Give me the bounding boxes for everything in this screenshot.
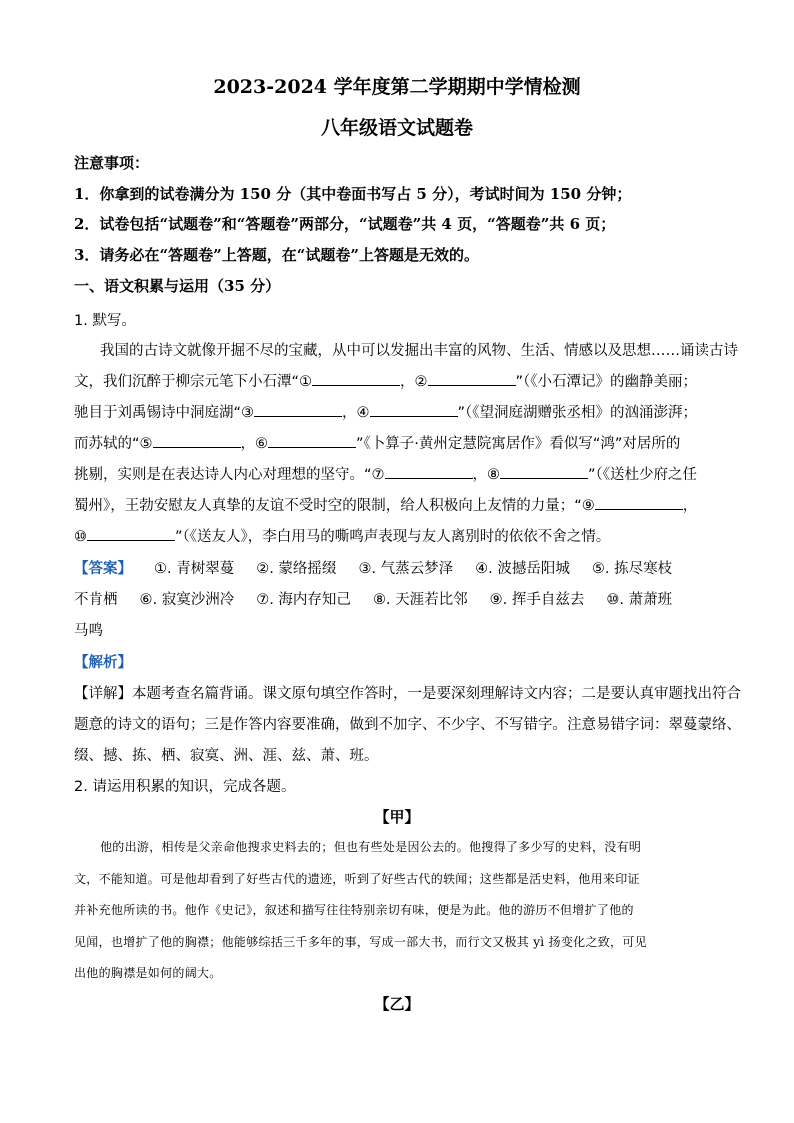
section-heading: 一、语文积累与运用（35 分） [74,277,281,295]
passage-line: 出他的胸襟是如何的阔大。 [74,966,222,980]
q1-text: ，② [400,374,428,390]
q1-text: ”（《望洞庭湖赠张丞相》的汹涌澎湃； [457,405,698,421]
note-item-3: 3．请务必在“答题卷”上答题，在“试题卷”上答题是无效的。 [74,246,479,264]
detail-tag: 【详解】 [74,686,132,702]
answer-item: 不肯栖 [74,592,118,608]
question-1-label: 1. 默写。 [74,313,136,329]
passage-line: 并补充他所读的书。他作《史记》，叙述和描写往往特别亲切有味，便是为此。他的游历不但增扩了他的 [74,903,634,917]
passage-jia-heading: 【甲】 [374,808,420,826]
answer-item: ⑦. 海内存知己 [256,592,351,608]
q1-text: ⑩ [74,529,87,545]
answer-item: ⑤. 拣尽寒枝 [591,561,673,577]
q1-text: ”（《小石潭记》的幽静美丽； [515,374,698,390]
analysis-tag: 【解析】 [74,655,132,671]
q1-text: 蜀州》，王勃安慰友人真挚的友谊不受时空的限制，给人积极向上友情的力量；“⑨ [74,498,595,514]
answer-blank-1[interactable] [312,371,400,386]
passage-line: 他的出游，相传是父亲命他搜求史料去的；但也有些处是因公去的。他搜得了多少写的史料，没有明 [100,840,642,854]
q1-text: 而苏轼的“⑤ [74,436,153,452]
q1-text: 驰目于刘禹锡诗中洞庭湖“③ [74,405,255,421]
answer-blank-7[interactable] [385,464,473,479]
q1-line-2 [74,370,697,391]
answer-blank-6[interactable] [268,433,356,448]
answer-item: ⑩. 萧萧班 [606,592,673,608]
q1-text: ，④ [342,405,370,421]
answer-row-3: 马鸣 [74,623,103,639]
answer-item: ①. 青树翠蔓 [154,561,235,577]
q1-text: ”（《送友人》，李白用马的嘶鸣声表现与友人离别时的依依不舍之情。 [175,529,611,545]
note-item-2: 2．试卷包括“试题卷”和“答题卷”两部分，“试题卷”共 4 页，“答题卷”共 6 页； [74,215,616,233]
q1-text: ，⑥ [240,436,269,452]
answer-item: ⑧. 天涯若比邻 [372,592,468,608]
answer-item: ④. 波撼岳阳城 [475,561,570,577]
q1-line-6 [74,494,697,515]
q1-text: ， [682,498,698,514]
note-item-1: 1．你拿到的试卷满分为 150 分（其中卷面书写占 5 分），考试时间为 150 分钟； [74,185,632,203]
q1-line-5 [74,463,697,484]
q1-text: ，⑧ [472,467,501,483]
analysis-tag-line [74,651,132,672]
answer-blank-9[interactable] [595,495,683,510]
answer-item: ②. 蒙络摇缀 [256,561,337,577]
exam-subtitle: 八年级语文试题卷 [320,117,473,139]
q1-text: ”《卜算子·黄州定慧院寓居作》看似写“鸿”对居所的 [356,436,681,452]
answer-item: ⑥. 寂寞沙洲冷 [139,592,235,608]
q1-text: ”（《送杜少府之任 [588,467,698,483]
answer-blank-4[interactable] [370,402,458,417]
exam-title: 2023-2024 学年度第二学期期中学情检测 [213,76,581,98]
detail-line-1 [74,682,741,703]
answer-blank-10[interactable] [87,526,175,541]
q1-line-3 [74,401,697,422]
q1-line-7 [74,525,610,546]
question-2-label: 2. 请运用积累的知识，完成各题。 [74,779,296,795]
answer-blank-8[interactable] [500,464,588,479]
answer-blank-3[interactable] [254,402,342,417]
passage-jia [74,832,722,990]
answer-blank-5[interactable] [153,433,241,448]
answer-tag: 【答案】 [74,561,132,577]
q1-text: 挑剔，实则是在表达诗人内心对理想的坚守。“⑦ [74,467,385,483]
passage-yi-heading: 【乙】 [374,995,420,1013]
answer-item: ③. 气蒸云梦泽 [358,561,454,577]
q1-line-1: 我国的古诗文就像开掘不尽的宝藏，从中可以发掘出丰富的风物、生活、情感以及思想……诵读古诗 [100,343,738,359]
passage-line: 见闻，也增扩了他的胸襟；他能够综括三千多年的事，写成一部大书，而行文又极其 yì 扬变化之致，可见 [74,934,647,949]
detail-text: 本题考查名篇背诵。课文原句填空作答时，一是要深刻理解诗文内容；二是要认真审题找出符合 [132,686,741,702]
answer-row-2 [74,588,672,609]
answer-row-1 [74,557,672,578]
detail-line-3: 缀、撼、拣、栖、寂寞、洲、涯、兹、萧、班。 [74,748,379,764]
detail-line-2: 题意的诗文的语句；三是作答内容要准确，做到不加字、不少字、不写错字。注意易错字词：翠蔓蒙络、 [74,717,741,733]
notes-heading: 注意事项： [74,154,150,172]
answer-blank-2[interactable] [428,371,516,386]
passage-line: 文，不能知道。可是他却看到了好些古代的遗迹，听到了好些古代的轶闻；这些都是活史料，他用来印证 [74,871,640,886]
answer-item: ⑨. 挥手自兹去 [489,592,585,608]
q1-text: 文，我们沉醉于柳宗元笔下小石潭“① [74,374,313,390]
q1-line-4 [74,432,680,453]
